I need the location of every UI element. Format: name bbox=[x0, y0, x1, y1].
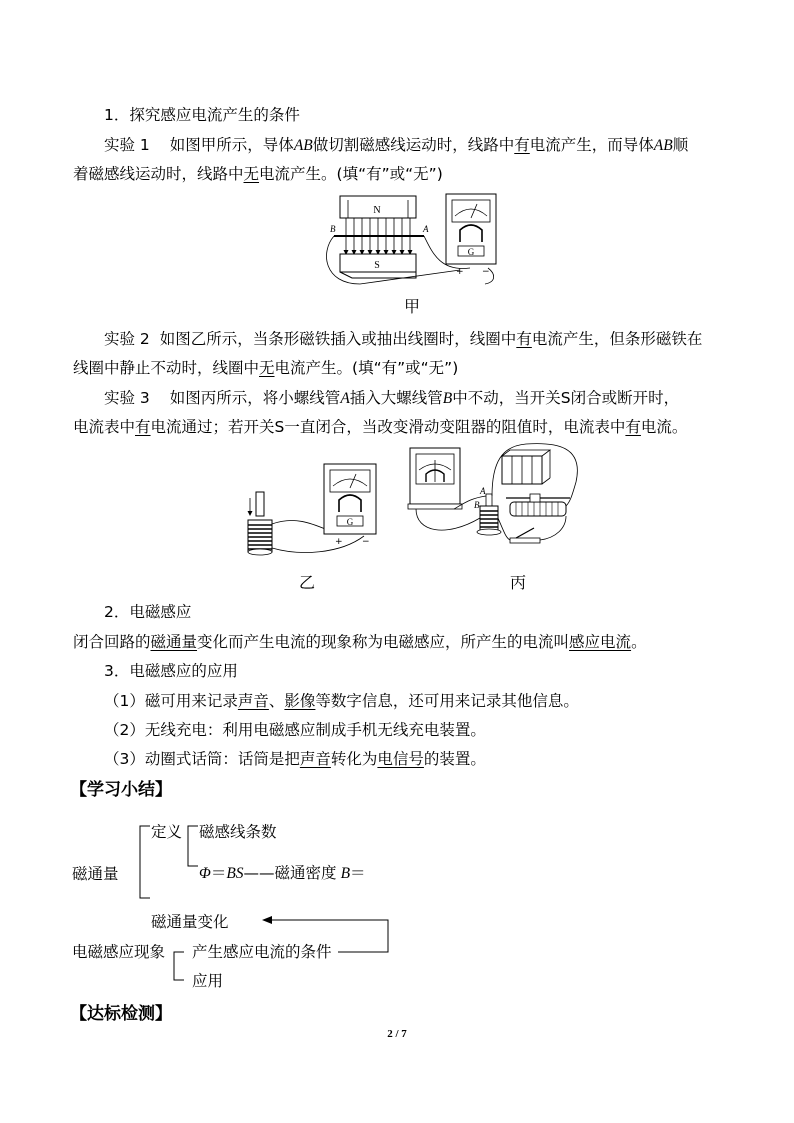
summary-heading: 【学习小结】 bbox=[70, 780, 172, 800]
figure-bing-caption: 丙 bbox=[510, 573, 527, 592]
summary-formula: Φ＝BS——磁通密度 B＝ bbox=[199, 864, 366, 882]
check-heading: 【达标检测】 bbox=[70, 1004, 172, 1024]
experiment-3-label: 实验 3 bbox=[104, 389, 150, 407]
experiment-3-line-1: 实验 3 如图丙所示，将小螺线管A插入大螺线管B中不动，当开关S闭合或断开时， bbox=[104, 389, 680, 407]
summary-application: 应用 bbox=[192, 972, 224, 990]
plus-terminal: + bbox=[335, 537, 343, 547]
section-3-title: 3．电磁感应的应用 bbox=[104, 662, 238, 680]
answer-blank: 声音 bbox=[299, 750, 331, 768]
summary-flux: 磁通量 bbox=[72, 865, 119, 883]
figure-yi-caption: 乙 bbox=[299, 573, 316, 592]
summary-condition: 产生感应电流的条件 bbox=[192, 943, 332, 961]
summary-definition-value: 磁感线条数 bbox=[199, 823, 277, 841]
answer-blank: 有 bbox=[135, 418, 151, 436]
answer-blank: 无 bbox=[259, 359, 275, 377]
experiment-1-line-1: 实验 1 如图甲所示，导体AB做切割磁感线运动时，线路中有电流产生，而导体AB顺 bbox=[104, 136, 689, 154]
summary-em-phenomenon: 电磁感应现象 bbox=[72, 943, 166, 961]
section-1-title: 1．探究感应电流产生的条件 bbox=[104, 106, 300, 124]
label-b: B bbox=[330, 224, 336, 234]
page-number: 2 / 7 bbox=[387, 1028, 407, 1040]
answer-blank: 无 bbox=[243, 165, 260, 183]
summary-flux-change: 磁通量变化 bbox=[151, 913, 229, 931]
galvanometer-label: G bbox=[346, 517, 354, 527]
minus-terminal: − bbox=[362, 537, 370, 547]
answer-blank: 声音 bbox=[237, 692, 269, 710]
answer-blank: 有 bbox=[514, 136, 530, 154]
answer-blank: 感应电流 bbox=[569, 633, 632, 651]
label-b: B bbox=[474, 500, 480, 510]
experiment-2-line-2: 线圈中静止不动时，线圈中无电流产生。(填“有”或“无”) bbox=[73, 359, 459, 377]
application-item-1: （1）磁可用来记录声音、影像等数字信息，还可用来记录其他信息。 bbox=[104, 692, 579, 710]
answer-blank: 有 bbox=[625, 418, 641, 436]
label-a: A bbox=[423, 224, 429, 234]
experiment-2-label: 实验 2 bbox=[104, 330, 150, 348]
label-a: A bbox=[480, 486, 486, 496]
answer-blank: 有 bbox=[516, 330, 532, 348]
section-2-body: 闭合回路的磁通量变化而产生电流的现象称为电磁感应，所产生的电流叫感应电流。 bbox=[73, 633, 647, 651]
summary-definition-label: 定义 bbox=[151, 823, 183, 841]
magnet-south-label: S bbox=[374, 260, 380, 271]
application-item-2: （2）无线充电：利用电磁感应制成手机无线充电装置。 bbox=[104, 721, 486, 739]
magnet-north-label: N bbox=[373, 205, 381, 216]
minus-terminal: − bbox=[482, 267, 490, 277]
plus-terminal: + bbox=[456, 267, 464, 277]
galvanometer-label: G bbox=[467, 247, 475, 257]
figure-jia-caption: 甲 bbox=[404, 297, 421, 316]
answer-blank: 电信号 bbox=[377, 750, 424, 768]
answer-blank: 磁通量 bbox=[150, 633, 198, 651]
experiment-1-line-2: 着磁感线运动时，线路中无电流产生。(填“有”或“无”) bbox=[73, 165, 443, 183]
section-2-title: 2．电磁感应 bbox=[104, 603, 192, 621]
experiment-3-line-2: 电流表中有电流通过；若开关S一直闭合，当改变滑动变阻器的阻值时，电流表中有电流。 bbox=[73, 418, 688, 436]
application-item-3: （3）动圈式话筒：话筒是把声音转化为电信号的装置。 bbox=[104, 750, 486, 768]
experiment-2-line-1: 实验 2 如图乙所示，当条形磁铁插入或抽出线圈时，线圈中有电流产生，但条形磁铁在 bbox=[104, 330, 703, 348]
experiment-1-label: 实验 1 bbox=[104, 136, 150, 154]
answer-blank: 影像 bbox=[284, 692, 316, 710]
